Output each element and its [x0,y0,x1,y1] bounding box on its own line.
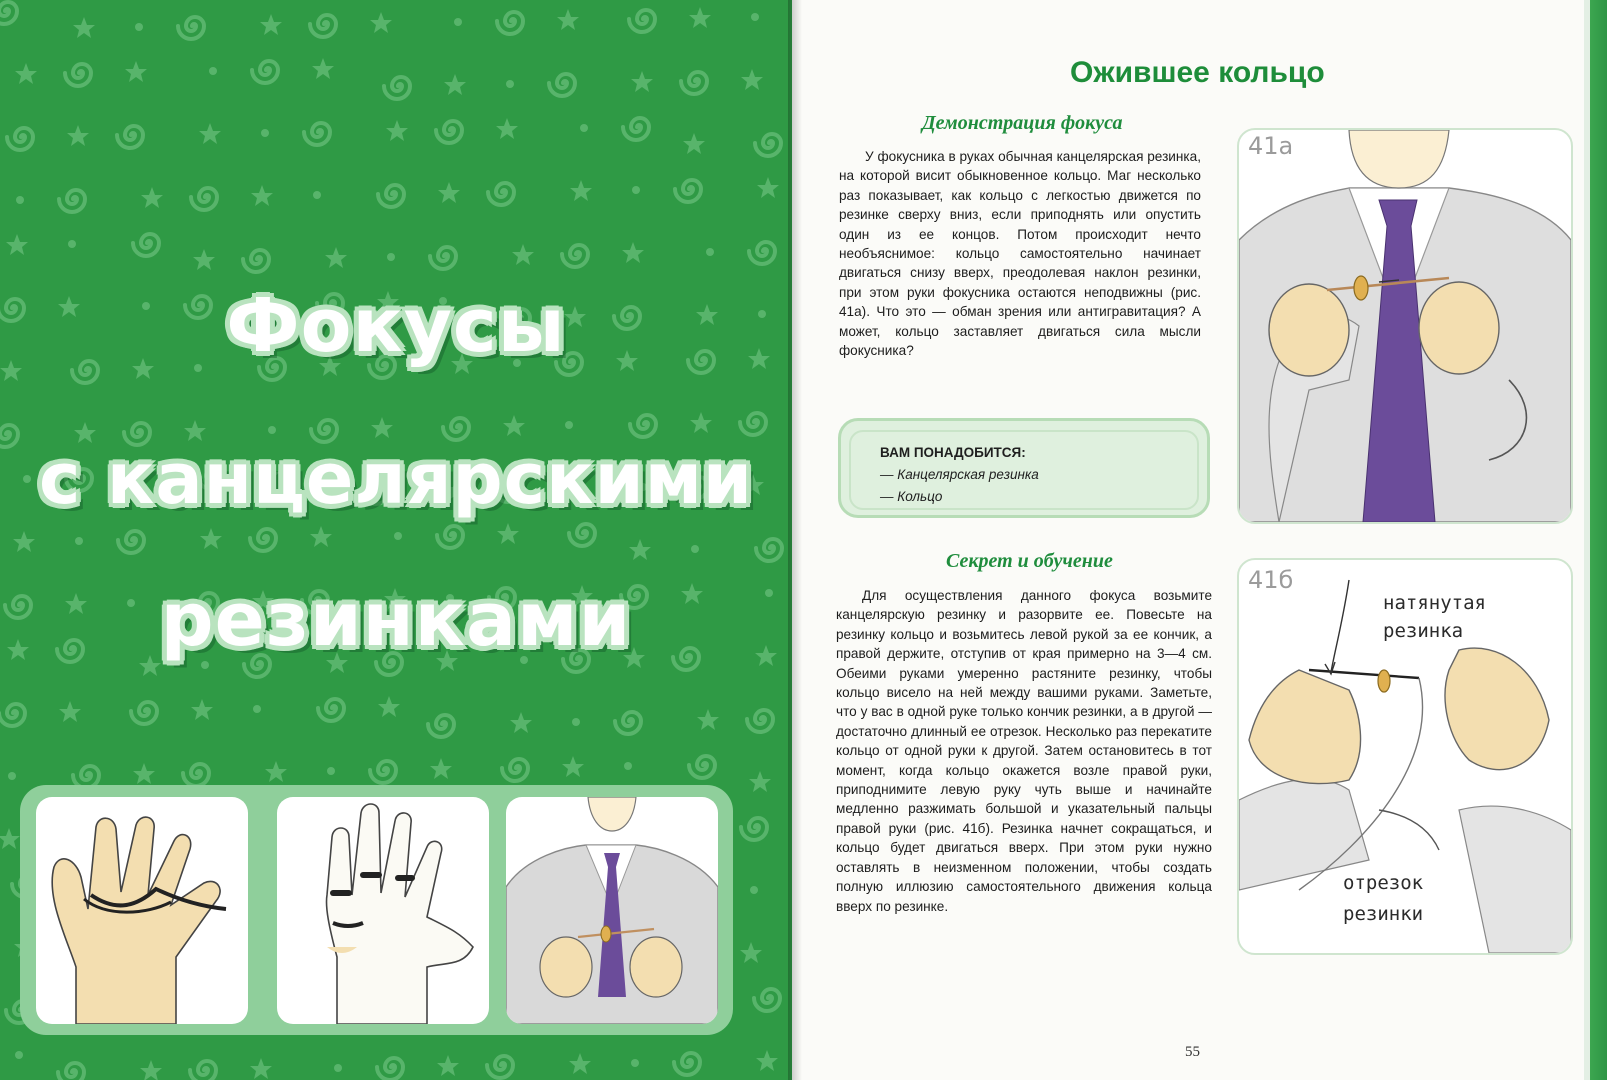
pattern-star [697,709,719,730]
pattern-dot [632,186,640,194]
pattern-dot [565,421,573,429]
pattern-star [496,118,518,139]
pattern-dot [253,705,261,713]
page-number: 55 [1185,1044,1200,1060]
pattern-dot [631,1059,639,1067]
figure-41a-label: 41а [1248,132,1294,160]
hand-with-bands-illustration [277,797,489,1024]
pattern-spiral [318,699,344,721]
pattern-dot [334,1064,342,1072]
pattern-star [265,761,287,782]
pattern-star [756,1050,778,1071]
pattern-spiral [502,759,528,781]
pattern-star [73,17,95,38]
pattern-star [562,756,584,777]
magician-illustration [1239,130,1571,522]
page-gutter [788,0,802,1080]
pattern-spiral [740,413,766,435]
pattern-spiral [488,183,514,205]
pattern-spiral [430,247,456,269]
pattern-spiral [615,712,641,734]
pattern-dot [706,248,714,256]
pattern-spiral [741,818,767,840]
pattern-star [740,942,762,963]
pattern-spiral [0,2,17,24]
pattern-star [140,1060,162,1080]
pattern-star [570,180,592,201]
pattern-star [310,526,332,547]
pattern-dot [624,762,632,770]
pattern-star [444,74,466,95]
pattern-spiral [178,17,204,39]
pattern-star [683,133,705,154]
secret-heading: Секрет и обучение [946,550,1113,572]
pattern-star [430,758,452,779]
pattern-spiral [183,764,209,786]
pattern-star [0,828,20,849]
pattern-spiral [191,188,217,210]
pattern-spiral [623,118,649,140]
needs-item: — Кольцо [880,489,943,504]
pattern-spiral [487,1056,513,1078]
pattern-star [631,71,653,92]
pattern-dot [15,1051,23,1059]
pattern-spiral [384,77,410,99]
pattern-star [370,12,392,33]
pattern-dot [750,886,758,894]
figure-41b-label: 41б [1248,566,1294,594]
pattern-spiral [755,134,781,156]
pattern-spiral [7,128,33,150]
pattern-star [690,412,712,433]
pattern-spiral [681,72,707,94]
pattern-star [141,187,163,208]
page-title: Ожившее кольцо [1070,56,1325,89]
pattern-dot [261,129,269,137]
needs-title: ВАМ ПОНАДОБИТСЯ: [880,445,1026,460]
pattern-dot [209,67,217,75]
pattern-spiral [689,756,715,778]
secret-text: Для осуществления данного фокуса возьмите канцелярскую резинку и разорвите ее. Повесьте на резинку кольцо и возьмитесь левой рукой за ее кончик, а правой держите, отступив от края примерно на 3—4 см. Обеими руками умеренно растяните резинку, чтобы кольцо висело на ней между вашими руками. Заметьте, что у вас в одной руке только кончик резинки, а в другой — достаточно длинный ее отрезок. Несколько раз перекатите кольцо от одной руки к другой. Затем остановитесь в тот момент, когда кольцо окажется возле правой руки, приподнимите левую руку чуть выше и начинайте медленно разжимать большой и указательный пальцы правой руки (рис. 41б). Резинка начнет сокращаться, и кольцо будет двигаться вверх. При этом руки нужно оставлять в неизменном положении, чтобы создать полную иллюзию самостоятельного движения кольца вверх по резинке. [836,588,1212,914]
pattern-dot [16,196,24,204]
pattern-spiral [378,185,404,207]
pattern-spiral [243,250,269,272]
pattern-spiral [252,61,278,83]
pattern-spiral [0,704,25,726]
pattern-spiral [747,710,773,732]
pattern-star [569,1053,591,1074]
pattern-spiral [377,1058,403,1080]
pattern-dot [268,426,276,434]
pattern-dot [135,23,143,31]
pattern-spiral [562,245,588,267]
band-piece-label: резинки [1343,903,1424,925]
pattern-spiral [133,234,159,256]
figure-41a [1237,128,1573,524]
pattern-star [510,712,532,733]
hand-rubber-band-illustration [36,797,248,1024]
pattern-spiral [117,126,143,148]
pattern-star [193,249,215,270]
pattern-star [59,701,81,722]
pattern-spiral [304,123,330,145]
title-line: с канцелярскими [39,438,753,520]
pattern-star [15,63,37,84]
pattern-star [749,771,771,792]
pattern-star [757,177,779,198]
pattern-star [133,763,155,784]
pattern-dot [580,124,588,132]
pattern-star [199,123,221,144]
pattern-star [629,539,651,560]
pattern-spiral [58,1063,84,1080]
pattern-dot [8,772,16,780]
pattern-dot [75,537,83,545]
pattern-spiral [118,531,144,553]
band-piece-label: отрезок [1343,872,1424,894]
pattern-spiral [629,10,655,32]
figure-41b [1237,558,1573,955]
pattern-dot [387,253,395,261]
pattern-star [200,528,222,549]
pattern-star [251,185,273,206]
pattern-star [6,234,28,255]
pattern-spiral [497,12,523,34]
title-line: резинками [160,577,632,663]
pattern-star [557,9,579,30]
pattern-star [386,120,408,141]
stretched-band-label: резинка [1383,620,1464,642]
pattern-spiral [569,524,595,546]
pattern-star [312,58,334,79]
pattern-spiral [59,190,85,212]
pattern-spiral [190,1061,216,1080]
pattern-star [741,69,763,90]
magician-ring-illustration [506,797,718,1024]
pattern-dot [506,80,514,88]
pattern-star [191,699,213,720]
hands-stretching-band-illustration [1239,560,1571,953]
pattern-spiral [549,74,575,96]
left-page [0,0,792,1080]
pattern-spiral [250,529,276,551]
pattern-spiral [749,242,775,264]
pattern-spiral [131,702,157,724]
pattern-dot [691,545,699,553]
thumbnail-strip [20,785,733,1035]
title-line: Фокусы [226,283,566,369]
pattern-dot [313,191,321,199]
pattern-spiral [674,1053,700,1075]
pattern-spiral [630,415,656,437]
pattern-spiral [675,180,701,202]
pattern-star [622,242,644,263]
page-edge [1584,0,1607,1080]
pattern-dot [751,13,759,21]
pattern-star [250,1058,272,1079]
pattern-star [497,523,519,544]
pattern-star [371,417,393,438]
stretched-band-label: натянутая [1383,592,1486,614]
pattern-spiral [437,526,463,548]
pattern-star [512,244,534,265]
pattern-spiral [428,715,454,737]
pattern-star [437,1055,459,1076]
demo-heading: Демонстрация фокуса [922,112,1123,134]
pattern-spiral [443,418,469,440]
pattern-spiral [65,64,91,86]
pattern-spiral [754,989,780,1011]
pattern-star [503,415,525,436]
demo-text: У фокусника в руках обычная канцелярская резинка, на которой висит обыкновенное кольцо. Маг несколько раз показывает, как кольцо с легкостью движется по резинке сверху вниз, если приподнять или опустить один из ее концов. Потом происходит нечто необъяснимое: кольцо самостоятельно начинает двигаться снизу вверх, преодолевая наклон резинки, при этом руки фокусника остаются неподвижны (рис. 41а). Что это — обман зрения или антигравитация? А может, кольцо заставляет двигаться сила мысли фокусника? [839,149,1201,359]
pattern-spiral [310,15,336,37]
pattern-star [689,7,711,28]
pattern-star [260,14,282,35]
pattern-star [125,61,147,82]
pattern-spiral [756,539,782,561]
pattern-star [438,182,460,203]
pattern-dot [394,532,402,540]
pattern-star [13,531,35,552]
pattern-dot [572,718,580,726]
pattern-dot [327,767,335,775]
pattern-dot [454,18,462,26]
needs-item: — Канцелярская резинка [880,467,1039,482]
pattern-spiral [436,121,462,143]
pattern-star [325,247,347,268]
pattern-star [378,696,400,717]
pattern-dot [68,240,76,248]
pattern-spiral [370,761,396,783]
pattern-star [67,125,89,146]
